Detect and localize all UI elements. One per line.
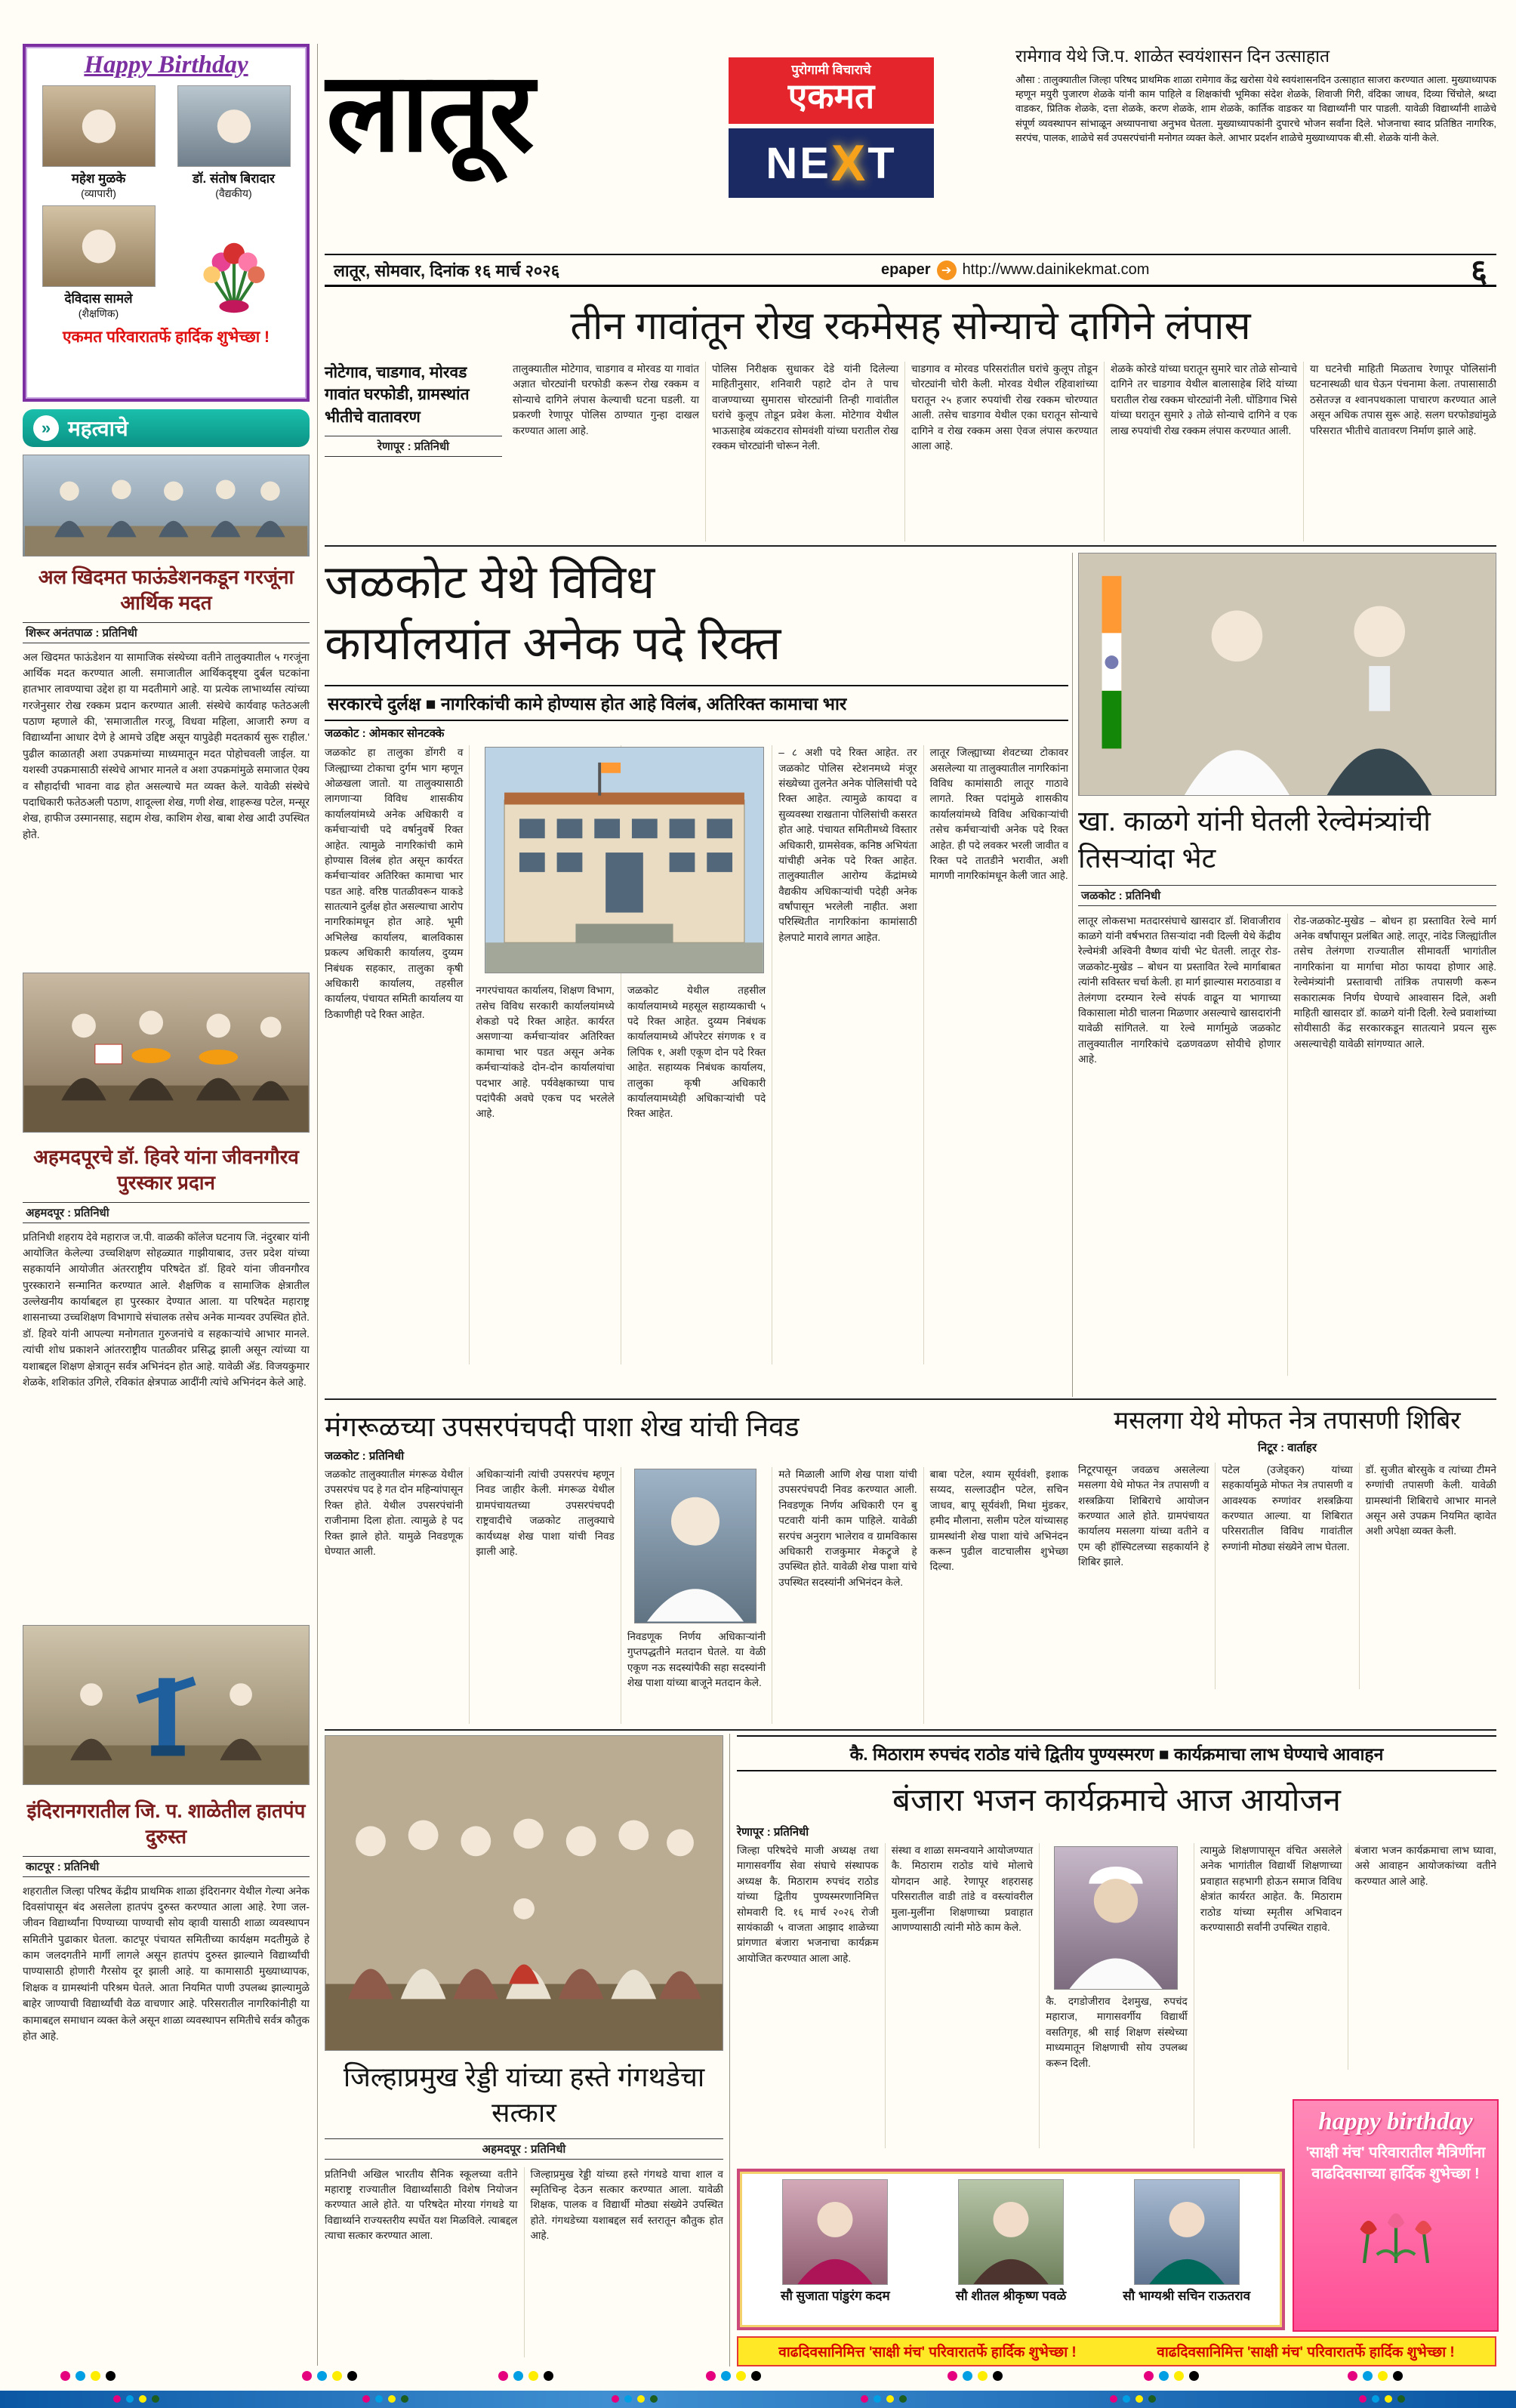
portrait-photo <box>42 205 156 287</box>
article-column: या घटनेची माहिती मिळताच रेणापूर पोलिसांनी घटनास्थळी धाव घेऊन पंचनामा केला. तपासासाठी ठसेतज्ज्ञ व श्वानपथकाला पाचारण करण्यात आले असून अधिक तपास सुरू आहे. सलग घरफोड्यांमुळे परिसरात भीतीचे वातावरण निर्माण झाले आहे. <box>1303 362 1496 541</box>
registration-marks <box>948 2371 1003 2381</box>
article-kalge <box>1078 553 1496 1376</box>
photo-award-ceremony <box>23 973 310 1133</box>
important-section-header <box>23 409 310 447</box>
article-byline: शिरूर अनंतपाळ : प्रतिनिधी <box>23 622 310 643</box>
epaper-url[interactable]: http://www.dainikekmat.com <box>962 261 1150 278</box>
article-deck: सरकारचे दुर्लक्ष ■ नागरिकांची कामे होण्यास होत आहे विलंब, अतिरिक्त कामाचा भार <box>325 685 1068 721</box>
saakshi-message: 'साक्षी मंच' परिवारातील मैत्रिणींना वाढदिवसाच्या हार्दिक शुभेच्छा ! <box>1305 2144 1486 2182</box>
divider <box>325 1398 1496 1400</box>
registration-marks <box>498 2371 553 2381</box>
registration-marks <box>706 2371 761 2381</box>
next-logo-n1: NE <box>766 138 831 188</box>
date-bar <box>325 254 1496 287</box>
article-column: अधिकाऱ्यांनी त्यांची उपसरपंच म्हणून निवड जाहीर केली. मंगरूळ येथील ग्रामपंचायतच्या उपसरपंचपदी राष्ट्रवादीचे जळकोट तालुक्याचे कार्यध्यक्ष शेख पाशा यांची निवड झाली आहे. <box>469 1467 620 1724</box>
registration-marks <box>1110 2395 1156 2403</box>
article-theft <box>325 298 1496 541</box>
article-body: अल खिदमत फाऊंडेशन या सामाजिक संस्थेच्या वतीने तालुक्यातील ५ गरजूंना आर्थिक मदत करण्यात आली. समाजातील आर्थिकदृष्ट्या दुर्बल घटकांना हातभार लावण्याचा उद्देश हा या मदतीमागे आहे. या प्रत्येक लाभार्थ्यास त्यांच्या गरजेनुसार रोख रक्कम प्रदान करण्यात आली. संस्थेचे कार्यवाह फतेठअली पठाण म्हणाले की, 'समाजातील गरजू, विधवा महिला, आजारी रुग्ण व विद्यार्थ्यांना आधार देणे हे आमचे उद्दिष्ट असून यापुढेही मदतकार्य सुरू राहील.' पुढील काळातही अशा उपक्रमांच्या माध्यमातून मदत पोहोचवली जाईल. या यशस्वी उपक्रमासाठी संस्थेचे आभार मानले व अशा उपक्रमांमुळे समाजात ऐक्य व सौहार्दाची भावना वाढ होत असल्याचे मत व्यक्त केले. यावेळी संस्थेचे पदाधिकारी फतेठअली पठाण, शादूल्ला शेख, गणी शेख, शाहरूख पटेल, मन्सूर शेख, हाफीज उस्मानसाह, सद्दाम शेख, काशिम शेख, बाबा शेख आदी उपस्थित होते. <box>23 651 310 840</box>
photo-reddy-felicitation <box>325 1735 723 2051</box>
article-hiware <box>23 1145 310 1607</box>
article-headline: मसलगा येथे मोफत नेत्र तपासणी शिबिर <box>1114 1406 1461 1434</box>
birthday-woman <box>943 2179 1079 2305</box>
masthead-tagline: पुरोगामी विचाराचे <box>791 63 871 77</box>
epaper-group <box>881 261 1149 280</box>
photo-rathod-portrait <box>1054 1846 1178 1990</box>
article-column: जळकोट हा तालुका डोंगरी व जिल्ह्याच्या टोकाचा दुर्गम भाग म्हणून ओळखला जातो. या तालुक्यासाठी लागणाऱ्या विविध शासकीय कार्यालयांमध्ये अनेक अधिकारी व कर्मचाऱ्यांची पदे वर्षानुवर्षे रिक्त आहेत. त्यामुळे नागरिकांची कामे होण्यास विलंब होत असून कार्यरत कर्मचाऱ्यांवर अतिरिक्त कामाचा भार पडत आहे. वरिष्ठ पातळीवरून याकडे सातत्याने दुर्लक्ष होत असल्याचा आरोप नागरिकांमधून होत आहे. भूमी अभिलेख कार्यालय, बालविकास प्रकल्प अधिकारी कार्यालय, दुय्यम निबंधक सहकार, तालुका कृषी अधिकारी कार्यालय, तहसील कार्यालय, पंचायत समिती कार्यालय या ठिकाणीही पदे रिक्त आहेत. <box>325 747 464 1020</box>
article-byline: जळकोट : प्रतिनिधी <box>325 1450 405 1463</box>
registration-marks <box>1348 2371 1403 2381</box>
divider <box>325 545 1496 547</box>
article-column: तालुक्यातील मोटेगाव, चाडगाव व मोरवड या गावांत अज्ञात चोरट्यांनी घरफोडी करून रोख रक्कम व सोन्याचे दागिने लंपास केल्याची घटना घडली. या प्रकरणी रेणापूर पोलिस ठाण्यात गुन्हा दाखल करण्यात आला आहे. <box>513 363 699 436</box>
birthday-person <box>168 85 299 201</box>
divider <box>317 44 318 2366</box>
article-column: पोलिस निरीक्षक सुधाकर देडे यांनी दिलेल्या माहितीनुसार, शनिवारी पहाटे दोन ते पाच वाजण्याच्या सुमारास चोरट्यांनी तिन्ही गावांतील घरांचे कुलूप तोडून प्रवेश केला. मोटेगाव येथील भाऊसाहेब व्यंकटराव सोमवंशी यांच्या घरातील रोख रक्कम चोरट्यांनी चोरून नेली. <box>705 362 904 541</box>
left-rail <box>23 44 310 447</box>
article-column: त्यामुळे शिक्षणापासून वंचित असलेले अनेक भागांतील विद्यार्थी शिक्षणाच्या प्रवाहात सहभागी होऊन समाज विविध क्षेत्रांत कार्यरत आहेत. कै. मिठाराम राठोड यांच्या स्मृतीस अभिवादन करण्यासाठी सर्वांनी उपस्थित राहावे. <box>1194 1843 1348 2148</box>
article-column: कै. दगडोजीराव देशमुख, रुपचंद महाराज, मागासवर्गीय विद्यार्थी वसतिगृह, श्री साई शिक्षण संस्थेच्या माध्यमातून शिक्षणाची सोय उपलब्ध करून दिली. <box>1039 1843 1194 2148</box>
registration-marks <box>612 2395 658 2403</box>
article-strip-headline: कै. मिठाराम रुपचंद राठोड यांचे द्वितीय पुण्यस्मरण ■ कार्यक्रमाचा लाभ घेण्याचे आवाहन <box>737 1735 1496 1771</box>
registration-marks <box>1359 2395 1405 2403</box>
photo-pasha-shaikh <box>634 1469 756 1623</box>
birthday-wish: एकमत परिवारातर्फे हार्दिक शुभेच्छा ! <box>62 328 270 346</box>
registration-marks <box>302 2371 357 2381</box>
article-headline: रामेगाव येथे जि.प. शाळेत स्वयंशासन दिन उत्साहात <box>1015 46 1330 66</box>
article-column: रोड-जळकोट-मुखेड – बोधन हा प्रस्तावित रेल्वे मार्ग अनेक वर्षांपासून प्रलंबित आहे. लातूर, नांदेड जिल्ह्यांतील तसेच तेलंगणा राज्यातील सीमावर्ती भागांतील नागरिकांना या मार्गाचा मोठा फायदा होणार आहे. रेल्वेमंत्र्यांनी प्रस्तावाची तांत्रिक तपासणी करून सकारात्मक निर्णय घेण्याचे आश्वासन दिले, अशी माहिती खासदार डॉ. काळगे यांनी दिली. रेल्वे प्रवाशांच्या सोयीसाठी केंद्र सरकारकडून सातत्याने प्रयत्न सुरू असल्याचेही यावेळी सांगण्यात आले. <box>1287 914 1497 1376</box>
person-role: (शैक्षणिक) <box>78 307 119 319</box>
article-headline: अहमदपूरचे डॉ. हिवरे यांना जीवनगौरव पुरस्कार प्रदान <box>33 1145 299 1194</box>
article-column: जळकोट तालुक्यातील मंगरूळ येथील उपसरपंच पद हे गत दोन महिन्यांपासून रिक्त होते. येथील उपसरपंचांनी राजीनामा दिला होता. त्यामुळे हे पद रिक्त झाले होते. यामुळे निवडणूक घेण्यात आली. <box>325 1469 464 1557</box>
divider <box>325 1729 1496 1731</box>
article-byline: काटपूर : प्रतिनिधी <box>23 1856 310 1877</box>
article-column: निवडणूक निर्णय अधिकाऱ्यांनी गुप्तपद्धतीने मतदान घेतले. या वेळी एकूण नऊ सदस्यांपैकी सहा सदस्यांनी शेख पाशा यांच्या बाजूने मतदान केले. <box>621 1467 772 1724</box>
birthday-woman <box>1119 2179 1255 2305</box>
article-headline: इंदिरानगरातील जि. प. शाळेतील हातपंप दुरुस्त <box>26 1799 306 1848</box>
woman-name: सौ शीतल श्रीकृष्ण पवळे <box>955 2289 1067 2303</box>
article-headline: तीन गावांतून रोख रकमेसह सोन्याचे दागिने लंपास <box>570 304 1251 348</box>
birthday-strip-text: वाढदिवसानिमित्त 'साक्षी मंच' परिवारातर्फे हार्दिक शुभेच्छा ! <box>1157 2345 1455 2360</box>
next-logo <box>729 128 934 198</box>
portrait-photo <box>42 85 156 167</box>
article-byline: जळकोट : ओमकार सोनटक्के <box>325 727 445 741</box>
portrait-photo <box>958 2179 1064 2285</box>
article-byline: रेणापूर : प्रतिनिधी <box>737 1826 809 1839</box>
article-byline: जळकोट : प्रतिनिधी <box>1078 885 1496 906</box>
article-headline-line1: जळकोट येथे विविध <box>325 557 655 609</box>
article-column: जिल्हाप्रमुख रेड्डी यांच्या हस्ते गंगथडे याचा शाल व स्मृतिचिन्ह देऊन सत्कार करण्यात आला. यावेळी शिक्षक, पालक व विद्यार्थी मोठ्या संख्येने उपस्थित होते. गंगथडेच्या यशाबद्दल सर्व स्तरातून कौतुक होत आहे. <box>524 2167 724 2357</box>
date-text: लातूर, सोमवार, दिनांक १६ मार्च २०२६ <box>334 261 560 280</box>
article-body: प्रतिनिधी शहराय देवे महाराज ज.पी. वाळकी कॉलेज घटनाय जि. नंदुरबार यांनी आयोजित केलेल्या उच्चशिक्षण सोहळ्यात गाझीयाबाद, उत्तर प्रदेश यांच्या सहकार्याने आयोजीत अंतरराष्ट्रीय परिषदेत डॉ. हिवरे यांना जीवनगौरव पुरस्काराने सन्मानित करण्यात आले. शैक्षणिक व सामाजिक क्षेत्रातील उल्लेखनीय कार्याबद्दल हा पुरस्कार देण्यात आला. या परिषदेत महाराष्ट्र शासनाच्या उच्चशिक्षण विभागाचे संचालक तसेच अनेक मान्यवर उपस्थित होते. डॉ. हिवरे यांनी आपल्या मनोगतात गुरुजनांचे व सहकाऱ्यांचे आभार मानले. त्यांची शोध प्रकाशने आंतरराष्ट्रीय पातळीवर प्रसिद्ध झाली असून त्यांच्या या यशाबद्दल शिक्षण क्षेत्रातून सर्वत्र अभिनंदन होत आहे. यावेळी ॲड. विजयकुमार शेळके, शशिकांत उगिले, रविकांत क्षेत्रपाळ आदींनी त्यांचे अभिनंदन केले आहे. <box>23 1231 310 1388</box>
bottom-bar <box>0 2391 1516 2408</box>
masthead-title: लातूर <box>326 51 533 174</box>
epaper-label: epaper <box>880 261 931 278</box>
article-alkhidmat <box>23 565 310 950</box>
registration-marks <box>861 2395 907 2403</box>
article-banjara <box>737 1735 1496 2148</box>
photo-kalge-meeting <box>1078 553 1496 796</box>
page-number: ६ <box>1471 253 1487 288</box>
registration-marks <box>362 2395 408 2403</box>
article-headline: बंजारा भजन कार्यक्रमाचे आज आयोजन <box>892 1782 1341 1818</box>
article-column: चाडगाव व मोरवड परिसरांतील घरांचे कुलूप तोडून चोरट्यांनी चोरी केली. मोरवड येथील रहिवाशांच्या घरातून २५ हजार रुपयांची रोख रक्कम चोरण्यात आली. तसेच चाडगाव येथील एका घरातून सोन्याचे दागिने व रोख रक्कम असा ऐवज लंपास करण्यात आला आहे. <box>904 362 1104 541</box>
masthead-brand: एकमत <box>787 76 875 116</box>
article-masalga <box>1078 1404 1496 1689</box>
article-body: औसा : तालुक्यातील जिल्हा परिषद प्राथमिक शाळा रामेगाव केंद्र खरोसा येथे स्वयंशासनदिन उत्साहात साजरा करण्यात आला. मुख्याध्यापक म्हणून मयुरी पुजारण शेळके यांनी काम पाहिले व शिक्षकांची भूमिका संदेश शेळके, शिवाजी गिरी, वंदिका जाधव, दिव्या चिंचोले, श्रध्दा वाडकर, प्रितिक शेळके, दत्ता शेळके, करण शेळके, शाम शेळके, कार्तिक वाडकर या विद्यार्थ्यांनी पार पाडली. यावेळी विद्यार्थ्यांनी शाळेचे संपूर्ण व्यवस्थापन सांभाळून अध्यापनाचा अनुभव घेतला. मुख्याध्यापकांनी दुपारचे भोजन सर्वांना दिले. भोजनाचा स्वाद प्रतिष्ठित नागरिक, सरपंच, पालक, शाळेचे सर्व उपसरपंचांनी मनोगत व्यक्त केले. आभार प्रदर्शन शाळेचे मुख्याध्यापक बी.सी. शेळके यांनी केले. <box>1015 73 1496 143</box>
article-column: लातूर जिल्ह्याच्या शेवटच्या टोकावर असलेल्या या तालुक्यातील नागरिकांना विविध कामांसाठी लातूर गाठावे लागते. रिक्त पदांमुळे शासकीय कार्यालयांमध्ये विविध अधिकाऱ्यांची तसेच कर्मचाऱ्यांची अनेक पदे रिक्त आहेत. ही पदे लवकर भरली जावीत व रिक्त पदे तातडीने भरावीत, अशी मागणी नागरिकांमधून केली जात आहे. <box>923 745 1068 1364</box>
article-headline-line2: कार्यालयांत अनेक पदे रिक्त <box>325 617 781 670</box>
woman-name: सौ सुजाता पांडुरंग कदम <box>781 2289 890 2303</box>
tulips-image <box>1332 2189 1460 2263</box>
article-handpump <box>23 1799 310 2344</box>
article-ramegaon <box>1015 45 1496 235</box>
birthday-strip-text: वाढदिवसानिमित्त 'साक्षी मंच' परिवारातर्फे हार्दिक शुभेच्छा ! <box>778 2345 1077 2360</box>
portrait-photo <box>1134 2179 1240 2285</box>
epaper-arrow-icon: ➔ <box>937 261 957 280</box>
birthday-person <box>33 85 164 201</box>
article-column: जिल्हा परिषदेचे माजी अध्यक्ष तथा मागासवर्गीय सेवा संघाचे संस्थापक अध्यक्ष कै. मिठाराम रुपचंद राठोड यांच्या द्वितीय पुण्यस्मरणानिमित्त सोमवारी दि. १६ मार्च २०२६ रोजी सायंकाळी ५ वाजता आझाद शाळेच्या प्रांगणात बंजारा भजनाचा कार्यक्रम आयोजित करण्यात आला आहे. <box>737 1845 879 1964</box>
registration-marks <box>113 2395 159 2403</box>
birthday-box <box>23 44 310 402</box>
photo-handpump <box>23 1625 310 1785</box>
birthday-woman <box>767 2179 903 2305</box>
saakshi-photos-box <box>737 2169 1285 2330</box>
photo-jalkot-building <box>485 747 764 973</box>
important-icon: » <box>33 415 59 441</box>
article-mangrul <box>325 1406 1068 1724</box>
masthead-tagline-box <box>729 57 934 124</box>
bouquet-image <box>168 205 299 322</box>
registration-marks <box>60 2371 116 2381</box>
birthday-person <box>33 205 164 322</box>
article-headline: अल खिदमत फाऊंडेशनकडून गरजूंना आर्थिक मदत <box>38 566 294 614</box>
article-column: नगरपंचायत कार्यालय, शिक्षण विभाग, तसेच विविध सरकारी कार्यालयांमध्ये शेकडो पदे रिक्त आहेत. कार्यरत असणाऱ्या कर्मचाऱ्यांवर अतिरिक्त कामाचा भार पडत असून अनेक कर्मचाऱ्यांकडे दोन-दोन कार्यालयांचा पदभार आहे. पर्यवेक्षकाच्या पाच पदांपैकी अवघे एकच पद भरलेले आहे. <box>469 745 620 1364</box>
article-column: लातूर लोकसभा मतदारसंघाचे खासदार डॉ. शिवाजीराव काळगे यांनी वर्षभरात तिसऱ्यांदा नवी दिल्ली येथे केंद्रीय रेल्वेमंत्री अश्विनी वैष्णव यांची भेट घेतली. लातूर रोड-जळकोट-मुखेड – बोधन या प्रस्तावित रेल्वे मार्गाबाबत त्यांनी सविस्तर चर्चा केली. हा मार्ग झाल्यास मराठवाडा व तेलंगणा दरम्यान रेल्वे संपर्क वाढून या भागाच्या विकासाला मोठी चालना मिळणार असल्याचे खासदारांनी यावेळी सांगितले. या रेल्वे मार्गामुळे जळकोट तालुक्यातील नागरिकांचे दळणवळण सोयीचे होणार आहे. <box>1078 914 1281 1065</box>
article-deck: नोटेगाव, चाडगाव, मोरवड गावांत घरफोडी, ग्रामस्थांत भीतीचे वातावरण <box>325 364 470 426</box>
article-byline: अहमदपूर : प्रतिनिधी <box>325 2138 723 2160</box>
next-logo-x: X <box>830 134 868 192</box>
article-column: मते मिळाली आणि शेख पाशा यांची उपसरपंचपदी निवड करण्यात आली. निवडणूक निर्णय अधिकारी एन बु पटवारी यांनी काम पाहिले. यावेळी सरपंच अनुराग भालेराव व ग्रामविकास अधिकारी राजकुमार मेकट्रूजे हे उपस्थित होते. यावेळी शेख पाशा यांचे उपस्थित सदस्यांनी अभिनंदन केले. <box>772 1467 923 1724</box>
article-reddy <box>325 1735 723 2357</box>
woman-name: सौ भाग्यश्री सचिन राऊतराव <box>1123 2289 1251 2303</box>
article-headline: खा. काळगे यांनी घेतली रेल्वेमंत्र्यांची तिसऱ्यांदा भेट <box>1078 806 1431 874</box>
person-name: महेश मुळके <box>71 171 126 186</box>
article-column: – ८ अशी पदे रिक्त आहेत. तर जळकोट पोलिस स्टेशनमध्ये मंजूर संख्येच्या तुलनेत अनेक पोलिसांची पदे रिक्त आहेत. त्यामुळे कायदा व सुव्यवस्था राखताना पोलिसांची कसरत होत आहे. पंचायत समितीमध्ये विस्तार अधिकारी, ग्रामसेवक, कनिष्ठ अभियंता यांचीही अनेक पदे रिक्त आहेत. तालुक्यातील आरोग्य केंद्रांमध्ये वैद्यकीय अधिकाऱ्यांची पदेही अनेक वर्षांपासून भरलेली नाहीत. अशा परिस्थितीत नागरिकांना कामांसाठी हेलपाटे मारावे लागत आहेत. <box>772 745 923 1364</box>
person-role: (व्यापारी) <box>81 187 116 199</box>
article-column: प्रतिनिधी अखिल भारतीय सैनिक स्कूलच्या वतीने महाराष्ट्र राज्यातील विद्यार्थ्यांसाठी विशेष नियोजन करण्यात आले होते. या परिषदेत मोरया गंगथडे या विद्यार्थ्याने राज्यस्तरीय स्पर्धेत यश मिळविले. त्याबद्दल त्याचा सत्कार करण्यात आला. <box>325 2168 518 2242</box>
next-logo-n2: T <box>867 138 897 188</box>
article-column: बंजारा भजन कार्यक्रमाचा लाभ घ्यावा, असे आवाहन आयोजकांच्या वतीने करण्यात आले आहे. <box>1348 1843 1496 2070</box>
article-column: शेळके कोरडे यांच्या घरातून सुमारे चार तोळे सोन्याचे दागिने तर चाडगाव येथील बालासाहेब शिंदे यांच्या घरातील रोख रक्कम चोरट्यांनी नेली. घोंडिगाव भिसे यांच्या घरातून सुमारे ३ तोळे सोन्याचे दागिने व एक लाख रुपयांची रोख रक्कम लंपास करण्यात आली. <box>1104 362 1303 541</box>
divider <box>729 1734 730 2366</box>
article-column: पटेल (उजेड्कर) यांच्या सहकार्यामुळे मोफत नेत्र तपासणी व आवश्यक रुग्णांवर शस्त्रक्रिया करण्यात आल्या. या शिबिरात परिसरातील विविध गावांतील रुग्णांनी मोठ्या संख्येने लाभ घेतला. <box>1215 1463 1358 1689</box>
saakshi-birthday-box <box>1293 2099 1499 2332</box>
person-name: डॉ. संतोष बिरादार <box>193 171 275 186</box>
important-label: महत्वाचे <box>68 417 128 440</box>
portrait-photo <box>177 85 291 167</box>
registration-marks <box>1144 2371 1199 2381</box>
article-headline: मंगरूळच्या उपसरपंचपदी पाशा शेख यांची निवड <box>325 1411 800 1442</box>
article-byline: निटूर : वार्ताहर <box>1258 1441 1317 1454</box>
happy-birthday-script: happy birthday <box>1318 2108 1473 2135</box>
article-column: संस्था व शाळा समन्वयाने आयोजण्यात कै. मिठाराम राठोड यांचे मोलाचे योगदान आहे. रेणापूर शहरासह परिसरातील वाडी तांडे व वस्त्यांवरील मुला-मुलींना शिक्षणाच्या प्रवाहात आणण्यासाठी त्यांनी मोठे काम केले. <box>885 1843 1040 2148</box>
person-name: देविदास सामले <box>64 291 133 306</box>
article-byline: अहमदपूर : प्रतिनिधी <box>23 1202 310 1223</box>
article-column: जळकोट येथील तहसील कार्यालयामध्ये महसूल सहाय्यकाची ५ पदे रिक्त आहेत. दुय्यम निबंधक कार्यालयामध्ये ऑपरेटर संगणक १ व लिपिक १, अशी एकूण दोन पदे रिक्त आहेत. सहाय्यक निबंधक कार्यालय, तालुका कृषी अधिकारी कार्यालयामध्येही अधिकाऱ्यांची पदे रिक्त आहेत. <box>621 745 772 1364</box>
birthday-strip <box>737 2336 1496 2366</box>
article-jalkot <box>325 553 1068 1364</box>
birthday-box-title: Happy Birthday <box>84 51 248 79</box>
article-column: निटूरपासून जवळच असलेल्या मसलगा येथे मोफत नेत्र तपासणी व शस्त्रक्रिया शिबिराचे आयोजन करण्यात आले होते. ग्रामपंचायत कार्यालय मसलगा यांच्या वतीने व एम व्ही हॉस्पिटलच्या सहकार्याने हे शिबिर झाले. <box>1078 1463 1209 1568</box>
article-byline: रेणापूर : प्रतिनिधी <box>325 436 502 457</box>
divider <box>1072 553 1073 1397</box>
article-column: बाबा पटेल, श्याम सूर्यवंशी, इशाक सय्यद, सल्लाउद्दीन पटेल, सचिन जाधव, बापू सूर्यवंशी, मिथा मुंडकर, हमीद मौलाना, सलीम पटेल यांच्यासह ग्रामस्थांनी शेख पाशा यांचे अभिनंदन करून पुढील वाटचालीस शुभेच्छा दिल्या. <box>923 1467 1068 1724</box>
article-headline: जिल्हाप्रमुख रेड्डी यांच्या हस्ते गंगथडेचा सत्कार <box>343 2061 705 2128</box>
portrait-photo <box>782 2179 888 2285</box>
article-column: डॉ. सुजीत बोरसुके व त्यांच्या टीमने रुग्णांची तपासणी केली. यावेळी ग्रामस्थांनी शिबिराचे आभार मानले असून असे उपक्रम नियमित व्हावेत अशी अपेक्षा व्यक्त केली. <box>1359 1463 1496 1689</box>
person-role: (वैद्यकीय) <box>215 187 252 199</box>
photo-community-group <box>23 455 310 557</box>
article-body: शहरातील जिल्हा परिषद केंद्रीय प्राथमिक शाळा इंदिरानगर येथील गेल्या अनेक दिवसांपासून बंद असलेला हातपंप दुरुस्त करण्यात आला आहे. रेणा जल-जीवन विद्यार्थ्यांना पिण्याच्या पाण्याची सोय व्हावी यासाठी शाळा व्यवस्थापन समितीने पुढाकार घेतला. काटपूर पंचायत समितीच्या कार्यक्षम मदतीमुळे हे काम जलदगतीने मार्गी लागले असून हातपंप दुरुस्त झाल्याने विद्यार्थ्यांची पाण्यासाठी होणारी गैरसोय दूर झाली आहे. या कामासाठी मुख्याध्यापक, शिक्षक व ग्रामस्थांनी परिश्रम घेतले. आता नियमित पाणी उपलब्ध झाल्यामुळे बाहेर जाण्याची विद्यार्थ्यांची वेळ वाचणार आहे. परिसरातील नागरिकांनीही या कामाबद्दल समाधान व्यक्त केले असून शाळा व्यवस्थापन समितीचे सर्वत्र कौतुक होत आहे. <box>23 1885 310 2042</box>
